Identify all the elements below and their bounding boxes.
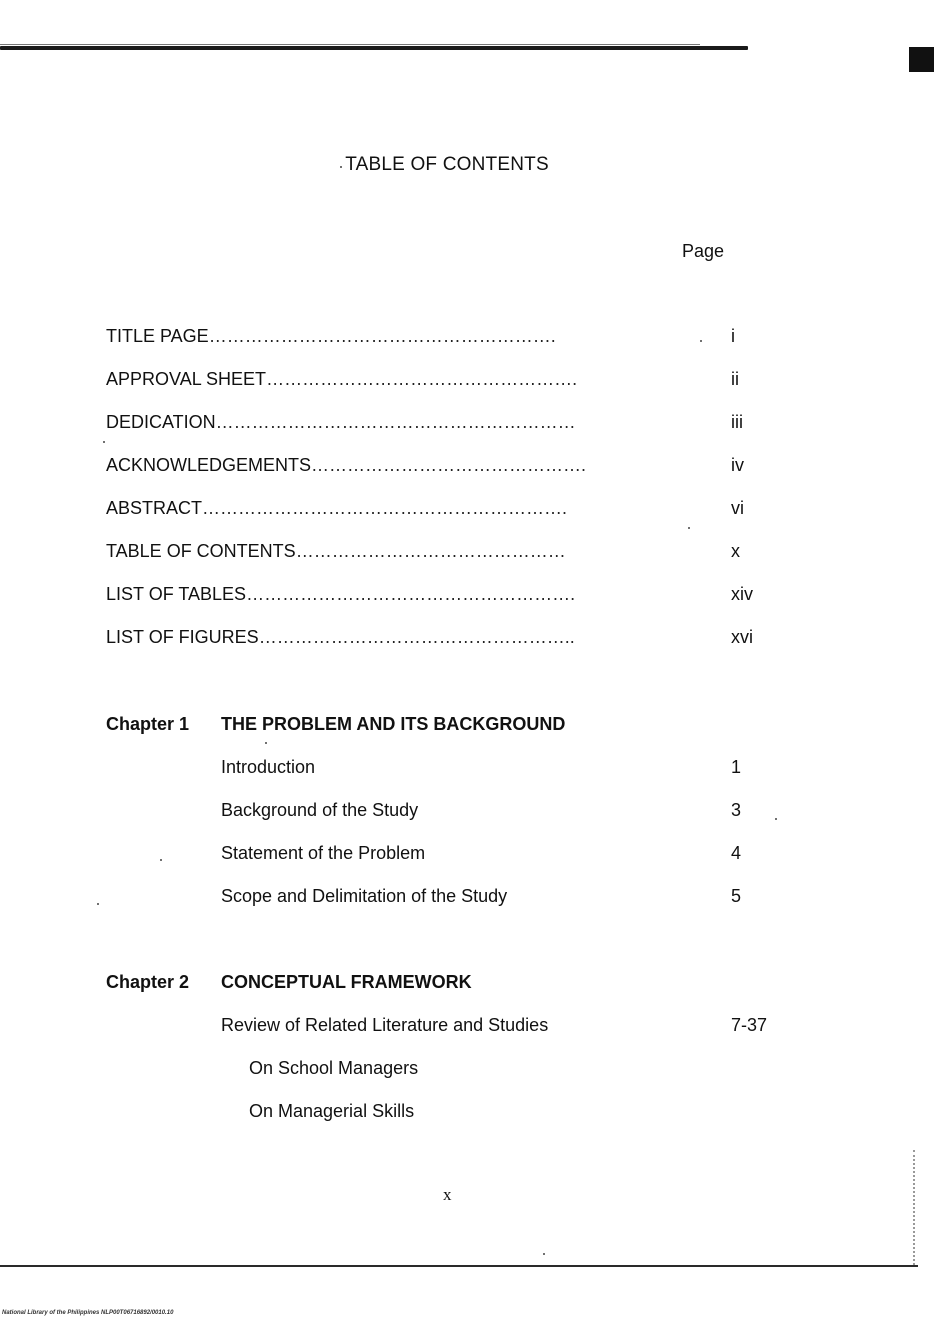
scan-edge-line-thin [0,44,700,45]
scan-speck [160,859,162,861]
toc-entry-page-number: 4 [731,843,742,863]
toc-entry-background[interactable]: Background of the Study [221,800,419,820]
toc-entry-statement-of-problem[interactable]: Statement of the Problem [221,843,426,863]
scan-speck [700,340,702,342]
scan-speck [543,1253,545,1255]
dot-leader: ……………………………………………………. [202,498,568,518]
toc-entry-page-number: x [731,541,740,561]
scan-credit: National Library of the Philippines NLP00T06716892/0010.10 [2,1310,174,1316]
dot-leader: ………………………………………………. [246,584,576,604]
toc-entry-acknowledgements[interactable] [106,455,586,476]
dot-leader: ………………………………………. [311,455,587,475]
toc-entry-on-managerial-skills[interactable]: On Managerial Skills [249,1101,415,1121]
scan-edge-line-top [0,46,748,50]
toc-entry-page-number: vi [731,498,744,518]
dot-leader: …………………………………………………. [208,326,556,346]
toc-entry-on-school-managers[interactable]: On School Managers [249,1058,419,1078]
toc-entry-label: TABLE OF CONTENTS [106,541,296,561]
toc-entry-approval-sheet[interactable] [106,369,577,390]
toc-entry-label: APPROVAL SHEET [106,369,267,389]
chapter-1-title[interactable]: THE PROBLEM AND ITS BACKGROUND [221,714,566,734]
chapter-1-label: Chapter 1 [106,714,190,734]
toc-entry-page-number: 5 [731,886,742,906]
toc-entry-review-of-literature[interactable]: Review of Related Literature and Studies [221,1015,549,1035]
scan-speck [103,441,105,443]
toc-entry-label: ABSTRACT [106,498,203,518]
chapter-2-label: Chapter 2 [106,972,190,992]
toc-entry-list-of-tables[interactable] [106,584,575,605]
toc-entry-page-number: xvi [731,627,753,647]
toc-entry-introduction[interactable]: Introduction [221,757,316,777]
toc-entry-label: LIST OF TABLES [106,584,247,604]
toc-entry-label: ACKNOWLEDGEMENTS [106,455,312,475]
dot-leader: …………………………………………………… [215,412,576,432]
toc-entry-list-of-figures[interactable] [106,627,575,648]
toc-entry-abstract[interactable] [106,498,567,519]
toc-entry-page-number: 3 [731,800,742,820]
chapter-2-title[interactable]: CONCEPTUAL FRAMEWORK [221,972,472,992]
toc-entry-label: TITLE PAGE [106,326,209,346]
toc-entry-label: DEDICATION [106,412,216,432]
scan-speck [265,742,267,744]
toc-entry-title-page[interactable] [106,326,556,347]
page-number: x [443,1185,452,1204]
toc-entry-page-number: iii [731,412,743,432]
toc-entry-page-number: iv [731,455,744,475]
toc-entry-table-of-contents[interactable] [106,541,566,562]
dot-leader: ……………………………………… [295,541,566,561]
toc-entry-page-number: ii [731,369,739,389]
scan-edge-noise-right [913,1150,918,1265]
toc-entry-page-number: xiv [731,584,753,604]
scan-speck [97,903,99,905]
scan-speck [775,818,777,820]
page-title: TABLE OF CONTENTS [345,154,549,175]
toc-entry-scope-delimitation[interactable]: Scope and Delimitation of the Study [221,886,508,906]
toc-entry-dedication[interactable] [106,412,576,433]
scan-edge-line-bottom [0,1265,918,1267]
scan-speck [688,527,690,529]
scan-registration-mark [909,47,934,72]
dot-leader: …………………………………………….. [258,627,575,647]
page-column-label: Page [682,241,725,261]
toc-entry-label: LIST OF FIGURES [106,627,259,647]
toc-entry-page-number: i [731,326,735,346]
dot-leader: ……………………………………………. [266,369,578,389]
toc-entry-page-number: 1 [731,757,742,777]
toc-entry-page-number: 7-37 [731,1015,768,1035]
